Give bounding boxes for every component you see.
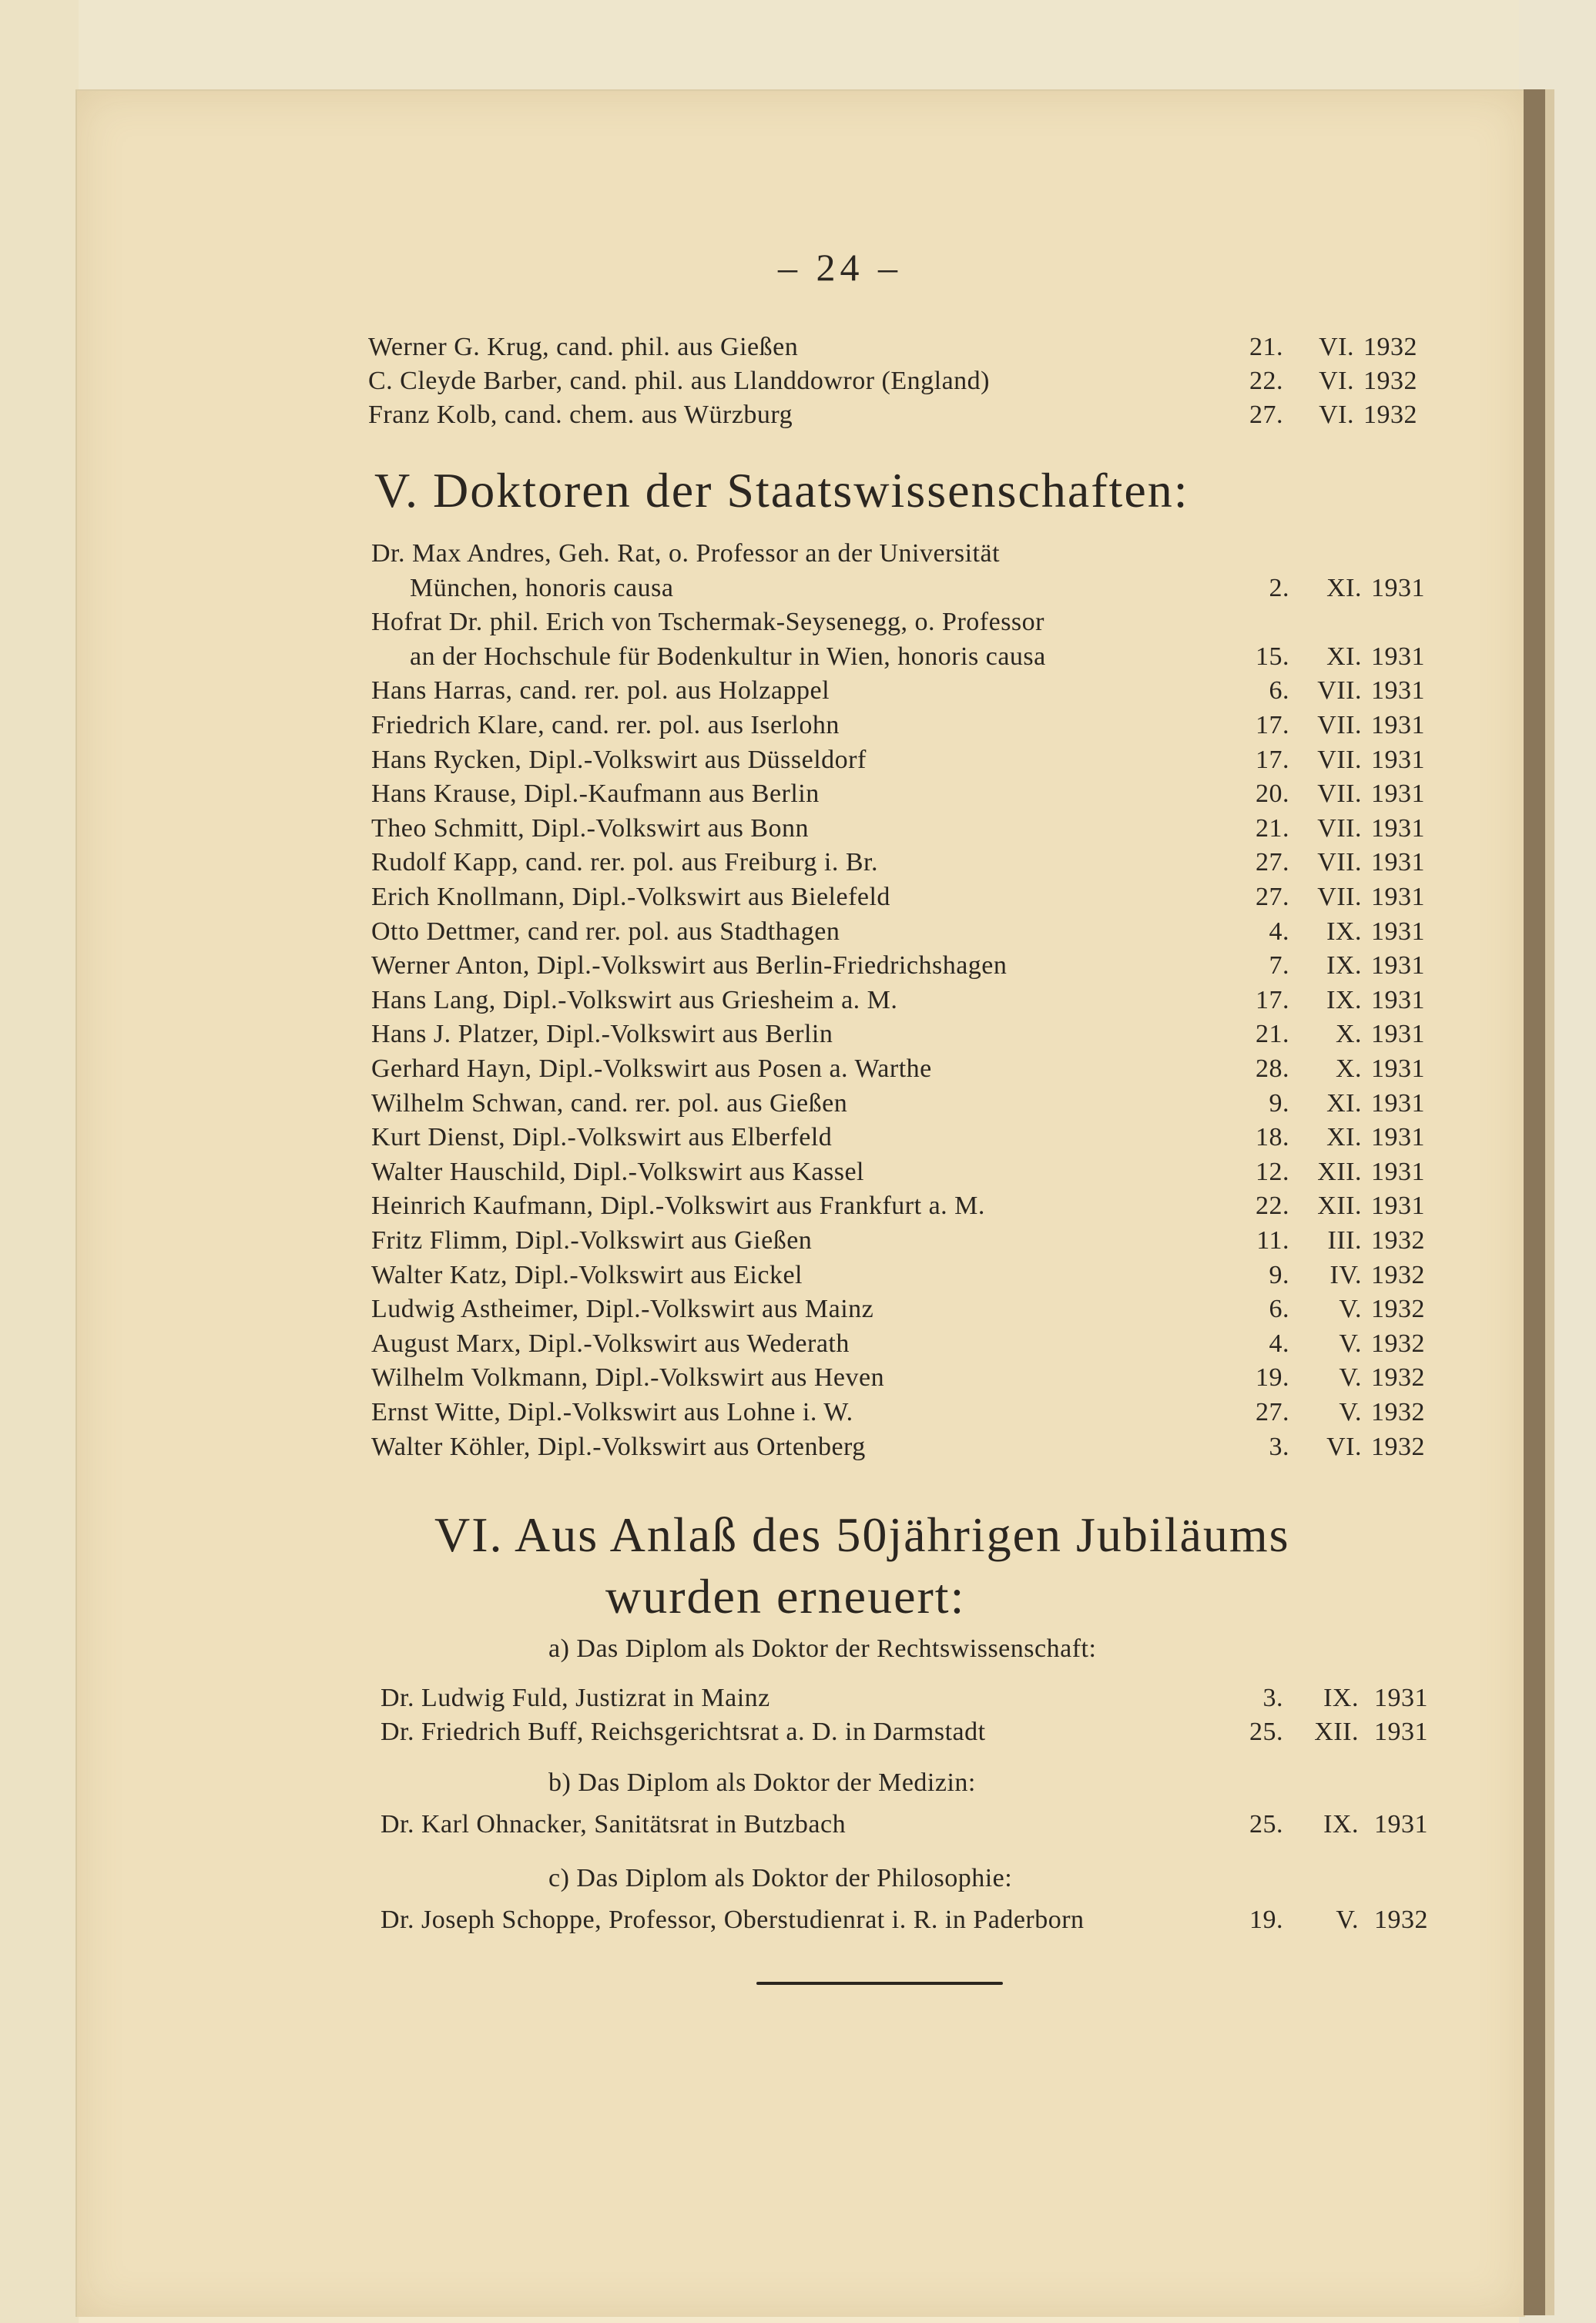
entry-name: Hofrat Dr. phil. Erich von Tschermak-Seysenegg, o. Professor bbox=[371, 608, 1044, 637]
entry-year: 1932 bbox=[1371, 1329, 1425, 1358]
scan-background-top bbox=[0, 0, 1596, 92]
next-page-edge bbox=[1545, 89, 1554, 2315]
list-item bbox=[371, 1157, 1425, 1192]
list-item bbox=[381, 1906, 1428, 1939]
entry-year: 1932 bbox=[1371, 1398, 1425, 1426]
entry-day: 21. bbox=[1249, 333, 1283, 361]
entry-year: 1931 bbox=[1374, 1684, 1428, 1712]
entry-name: Franz Kolb, cand. chem. aus Würzburg bbox=[368, 401, 793, 429]
entry-month: V. bbox=[1336, 1906, 1359, 1934]
entry-name: Dr. Max Andres, Geh. Rat, o. Professor an der Universität bbox=[371, 539, 1001, 568]
entry-name: Rudolf Kapp, cand. rer. pol. aus Freiburg i. Br. bbox=[371, 848, 878, 877]
entry-name: München, honoris causa bbox=[410, 573, 674, 602]
entry-year: 1932 bbox=[1371, 1363, 1425, 1393]
entry-month: VI. bbox=[1326, 1432, 1362, 1461]
entry-name: Erich Knollmann, Dipl.-Volkswirt aus Bielefeld bbox=[371, 883, 890, 911]
entry-month: VII. bbox=[1317, 676, 1362, 706]
list-item bbox=[371, 711, 1425, 745]
entry-day: 22. bbox=[1249, 367, 1283, 395]
entry-month: VII. bbox=[1317, 711, 1362, 739]
section-heading-vi: VI. Aus Anlaß des 50jährigen Jubiläums bbox=[434, 1507, 1290, 1562]
entry-name: August Marx, Dipl.-Volkswirt aus Wederath bbox=[371, 1329, 850, 1358]
entry-year: 1931 bbox=[1371, 848, 1425, 877]
entry-name: Hans Krause, Dipl.-Kaufmann aus Berlin bbox=[371, 779, 820, 809]
entry-name: Otto Dettmer, cand rer. pol. aus Stadthagen bbox=[371, 917, 840, 946]
entry-day: 27. bbox=[1256, 883, 1289, 911]
entry-year: 1932 bbox=[1371, 1295, 1425, 1324]
entry-day: 17. bbox=[1256, 745, 1289, 774]
entry-month: XII. bbox=[1317, 1192, 1362, 1221]
entry-month: IV. bbox=[1329, 1260, 1362, 1289]
entry-year: 1931 bbox=[1371, 1020, 1425, 1049]
entry-name: Heinrich Kaufmann, Dipl.-Volkswirt aus Frankfurt a. M. bbox=[371, 1192, 985, 1221]
list-item bbox=[371, 917, 1425, 951]
entry-month: IX. bbox=[1326, 985, 1362, 1014]
list-item bbox=[371, 1226, 1425, 1260]
entry-year: 1931 bbox=[1371, 1157, 1425, 1186]
entry-year: 1931 bbox=[1371, 779, 1425, 809]
entry-month: X. bbox=[1335, 1020, 1362, 1049]
list-item bbox=[371, 883, 1425, 917]
entry-name: Friedrich Klare, cand. rer. pol. aus Iserlohn bbox=[371, 711, 840, 739]
entry-name: Walter Köhler, Dipl.-Volkswirt aus Ortenberg bbox=[371, 1432, 866, 1461]
entry-year: 1932 bbox=[1371, 1260, 1425, 1289]
entry-year: 1932 bbox=[1374, 1906, 1428, 1934]
entry-name: Dr. Karl Ohnacker, Sanitätsrat in Butzbach bbox=[381, 1810, 847, 1839]
entry-month: VII. bbox=[1317, 883, 1362, 911]
entry-year: 1931 bbox=[1371, 917, 1425, 946]
entry-name: Wilhelm Schwan, cand. rer. pol. aus Gießen bbox=[371, 1088, 848, 1118]
subsection-heading: c) Das Diplom als Doktor der Philosophie: bbox=[548, 1864, 1013, 1892]
entry-name: Hans J. Platzer, Dipl.-Volkswirt aus Berlin bbox=[371, 1020, 833, 1049]
entry-day: 19. bbox=[1256, 1363, 1289, 1393]
entry-name: Kurt Dienst, Dipl.-Volkswirt aus Elberfeld bbox=[371, 1123, 833, 1152]
entry-name: Theo Schmitt, Dipl.-Volkswirt aus Bonn bbox=[371, 813, 810, 843]
entry-name: Walter Hauschild, Dipl.-Volkswirt aus Kassel bbox=[371, 1157, 864, 1186]
list-item bbox=[371, 1192, 1425, 1225]
entry-year: 1931 bbox=[1374, 1718, 1428, 1746]
entry-month: V. bbox=[1339, 1329, 1362, 1358]
entry-month: IX. bbox=[1326, 917, 1362, 946]
entry-day: 27. bbox=[1256, 1398, 1289, 1426]
entry-year: 1931 bbox=[1371, 883, 1425, 911]
entry-day: 17. bbox=[1256, 985, 1289, 1014]
entry-day: 21. bbox=[1256, 813, 1289, 843]
entry-day: 27. bbox=[1249, 401, 1283, 429]
list-item bbox=[371, 1123, 1425, 1157]
list-item bbox=[371, 1398, 1425, 1432]
entry-name: Hans Harras, cand. rer. pol. aus Holzappel bbox=[371, 676, 830, 706]
entry-month: V. bbox=[1339, 1398, 1362, 1426]
entry-day: 3. bbox=[1269, 1432, 1289, 1461]
entry-month: VII. bbox=[1317, 848, 1362, 877]
entry-name: Ludwig Astheimer, Dipl.-Volkswirt aus Mainz bbox=[371, 1295, 874, 1324]
entry-month: VII. bbox=[1317, 779, 1362, 809]
entry-month: XII. bbox=[1314, 1718, 1359, 1746]
entry-name: an der Hochschule für Bodenkultur in Wien, honoris causa bbox=[410, 642, 1046, 671]
entry-day: 28. bbox=[1256, 1054, 1289, 1083]
list-item bbox=[371, 813, 1425, 848]
list-item bbox=[371, 985, 1425, 1020]
list-item bbox=[371, 1260, 1425, 1295]
entry-name: Hans Rycken, Dipl.-Volkswirt aus Düsseldorf bbox=[371, 745, 867, 774]
list-item bbox=[368, 367, 1417, 401]
entry-year: 1931 bbox=[1374, 1810, 1428, 1839]
entry-day: 17. bbox=[1256, 711, 1289, 739]
entry-name: Werner Anton, Dipl.-Volkswirt aus Berlin-Friedrichshagen bbox=[371, 951, 1008, 980]
entry-day: 25. bbox=[1249, 1810, 1283, 1839]
entry-year: 1931 bbox=[1371, 1054, 1425, 1083]
entry-day: 22. bbox=[1256, 1192, 1289, 1221]
entry-month: XI. bbox=[1326, 573, 1362, 602]
entry-month: XII. bbox=[1317, 1157, 1362, 1186]
entry-day: 15. bbox=[1256, 642, 1289, 671]
entry-day: 4. bbox=[1269, 1329, 1289, 1358]
entry-year: 1931 bbox=[1371, 642, 1425, 671]
list-item bbox=[371, 1329, 1425, 1363]
list-item-date bbox=[368, 333, 1417, 367]
entry-day: 21. bbox=[1256, 1020, 1289, 1049]
entry-month: IX. bbox=[1326, 951, 1362, 980]
scan-background-left bbox=[0, 0, 79, 2323]
section-heading-v: V. Doktoren der Staatswissenschaften: bbox=[374, 463, 1189, 518]
entry-day: 6. bbox=[1269, 1295, 1289, 1324]
entry-year: 1931 bbox=[1371, 573, 1425, 602]
page-number: – 24 – bbox=[778, 246, 902, 289]
subsection-heading: a) Das Diplom als Doktor der Rechtswissenschaft: bbox=[548, 1634, 1097, 1663]
entry-day: 11. bbox=[1256, 1226, 1289, 1255]
entry-year: 1931 bbox=[1371, 951, 1425, 980]
entry-month: V. bbox=[1339, 1363, 1362, 1393]
entry-day: 27. bbox=[1256, 848, 1289, 877]
list-item bbox=[371, 1054, 1425, 1088]
entry-year: 1931 bbox=[1371, 1123, 1425, 1152]
list-item bbox=[371, 1020, 1425, 1054]
entry-name: Hans Lang, Dipl.-Volkswirt aus Griesheim a. M. bbox=[371, 985, 898, 1014]
page-edge-shadow bbox=[1524, 89, 1545, 2315]
entry-day: 18. bbox=[1256, 1123, 1289, 1152]
entry-day: 9. bbox=[1269, 1088, 1289, 1118]
entry-day: 20. bbox=[1256, 779, 1289, 809]
entry-month: XI. bbox=[1326, 1088, 1362, 1118]
entry-month: VI. bbox=[1319, 401, 1354, 429]
entry-year: 1931 bbox=[1371, 1088, 1425, 1118]
entry-month: IX. bbox=[1323, 1684, 1359, 1712]
entry-name: Werner G. Krug, cand. phil. aus Gießen bbox=[368, 333, 799, 361]
list-item bbox=[371, 608, 1388, 642]
entry-year: 1931 bbox=[1371, 813, 1425, 843]
entry-year: 1931 bbox=[1371, 1192, 1425, 1221]
entry-day: 2. bbox=[1269, 573, 1289, 602]
entry-day: 4. bbox=[1269, 917, 1289, 946]
list-item bbox=[368, 401, 1417, 434]
entry-name: Gerhard Hayn, Dipl.-Volkswirt aus Posen a. Warthe bbox=[371, 1054, 932, 1083]
subsection-heading: b) Das Diplom als Doktor der Medizin: bbox=[548, 1768, 976, 1797]
list-item-continuation bbox=[410, 642, 1427, 676]
entry-day: 6. bbox=[1269, 676, 1289, 706]
entry-name: Dr. Joseph Schoppe, Professor, Oberstudienrat i. R. in Paderborn bbox=[381, 1906, 1085, 1934]
entry-month: VI. bbox=[1319, 333, 1354, 361]
entry-year: 1931 bbox=[1371, 985, 1425, 1014]
list-item bbox=[371, 745, 1425, 779]
entry-name: Fritz Flimm, Dipl.-Volkswirt aus Gießen bbox=[371, 1226, 813, 1255]
list-item bbox=[371, 676, 1425, 710]
entry-name: C. Cleyde Barber, cand. phil. aus Llanddowror (England) bbox=[368, 367, 990, 395]
list-item bbox=[371, 539, 1388, 573]
entry-name: Wilhelm Volkmann, Dipl.-Volkswirt aus Heven bbox=[371, 1363, 885, 1393]
entry-month: XI. bbox=[1326, 1123, 1362, 1152]
section-heading-vi-cont: wurden erneuert: bbox=[605, 1569, 966, 1624]
entry-month: VII. bbox=[1317, 813, 1362, 843]
entry-day: 3. bbox=[1262, 1684, 1283, 1712]
entry-day: 7. bbox=[1269, 951, 1289, 980]
entry-year: 1932 bbox=[1363, 367, 1417, 395]
entry-month: VII. bbox=[1317, 745, 1362, 774]
entry-name: Walter Katz, Dipl.-Volkswirt aus Eickel bbox=[371, 1260, 803, 1289]
list-item bbox=[371, 848, 1425, 882]
list-item bbox=[381, 1684, 1428, 1718]
entry-year: 1932 bbox=[1371, 1226, 1425, 1255]
entry-name: Dr. Friedrich Buff, Reichsgerichtsrat a. D. in Darmstadt bbox=[381, 1718, 986, 1746]
closing-rule bbox=[756, 1982, 1003, 1985]
list-item bbox=[381, 1810, 1428, 1844]
entry-month: X. bbox=[1335, 1054, 1362, 1083]
entry-day: 19. bbox=[1249, 1906, 1283, 1934]
entry-name: Dr. Ludwig Fuld, Justizrat in Mainz bbox=[381, 1684, 770, 1712]
entry-year: 1931 bbox=[1371, 711, 1425, 739]
list-item bbox=[371, 1088, 1425, 1123]
entry-day: 9. bbox=[1269, 1260, 1289, 1289]
list-item bbox=[371, 779, 1425, 813]
entry-month: V. bbox=[1339, 1295, 1362, 1324]
entry-year: 1932 bbox=[1363, 333, 1417, 361]
entry-day: 12. bbox=[1256, 1157, 1289, 1186]
entry-year: 1932 bbox=[1371, 1432, 1425, 1461]
entry-name: Ernst Witte, Dipl.-Volkswirt aus Lohne i. W. bbox=[371, 1398, 853, 1426]
list-item-continuation bbox=[410, 574, 1427, 608]
entry-month: VI. bbox=[1319, 367, 1354, 395]
entry-year: 1931 bbox=[1371, 676, 1425, 706]
entry-month: IX. bbox=[1323, 1810, 1359, 1839]
entry-day: 25. bbox=[1249, 1718, 1283, 1746]
entry-month: XI. bbox=[1326, 642, 1362, 671]
list-item bbox=[371, 1363, 1425, 1397]
entry-year: 1931 bbox=[1371, 745, 1425, 774]
list-item bbox=[371, 1295, 1425, 1329]
list-item bbox=[371, 1432, 1425, 1467]
list-item bbox=[381, 1718, 1428, 1751]
entry-year: 1932 bbox=[1363, 401, 1417, 429]
entry-month: III. bbox=[1327, 1226, 1362, 1255]
list-item bbox=[371, 951, 1425, 985]
